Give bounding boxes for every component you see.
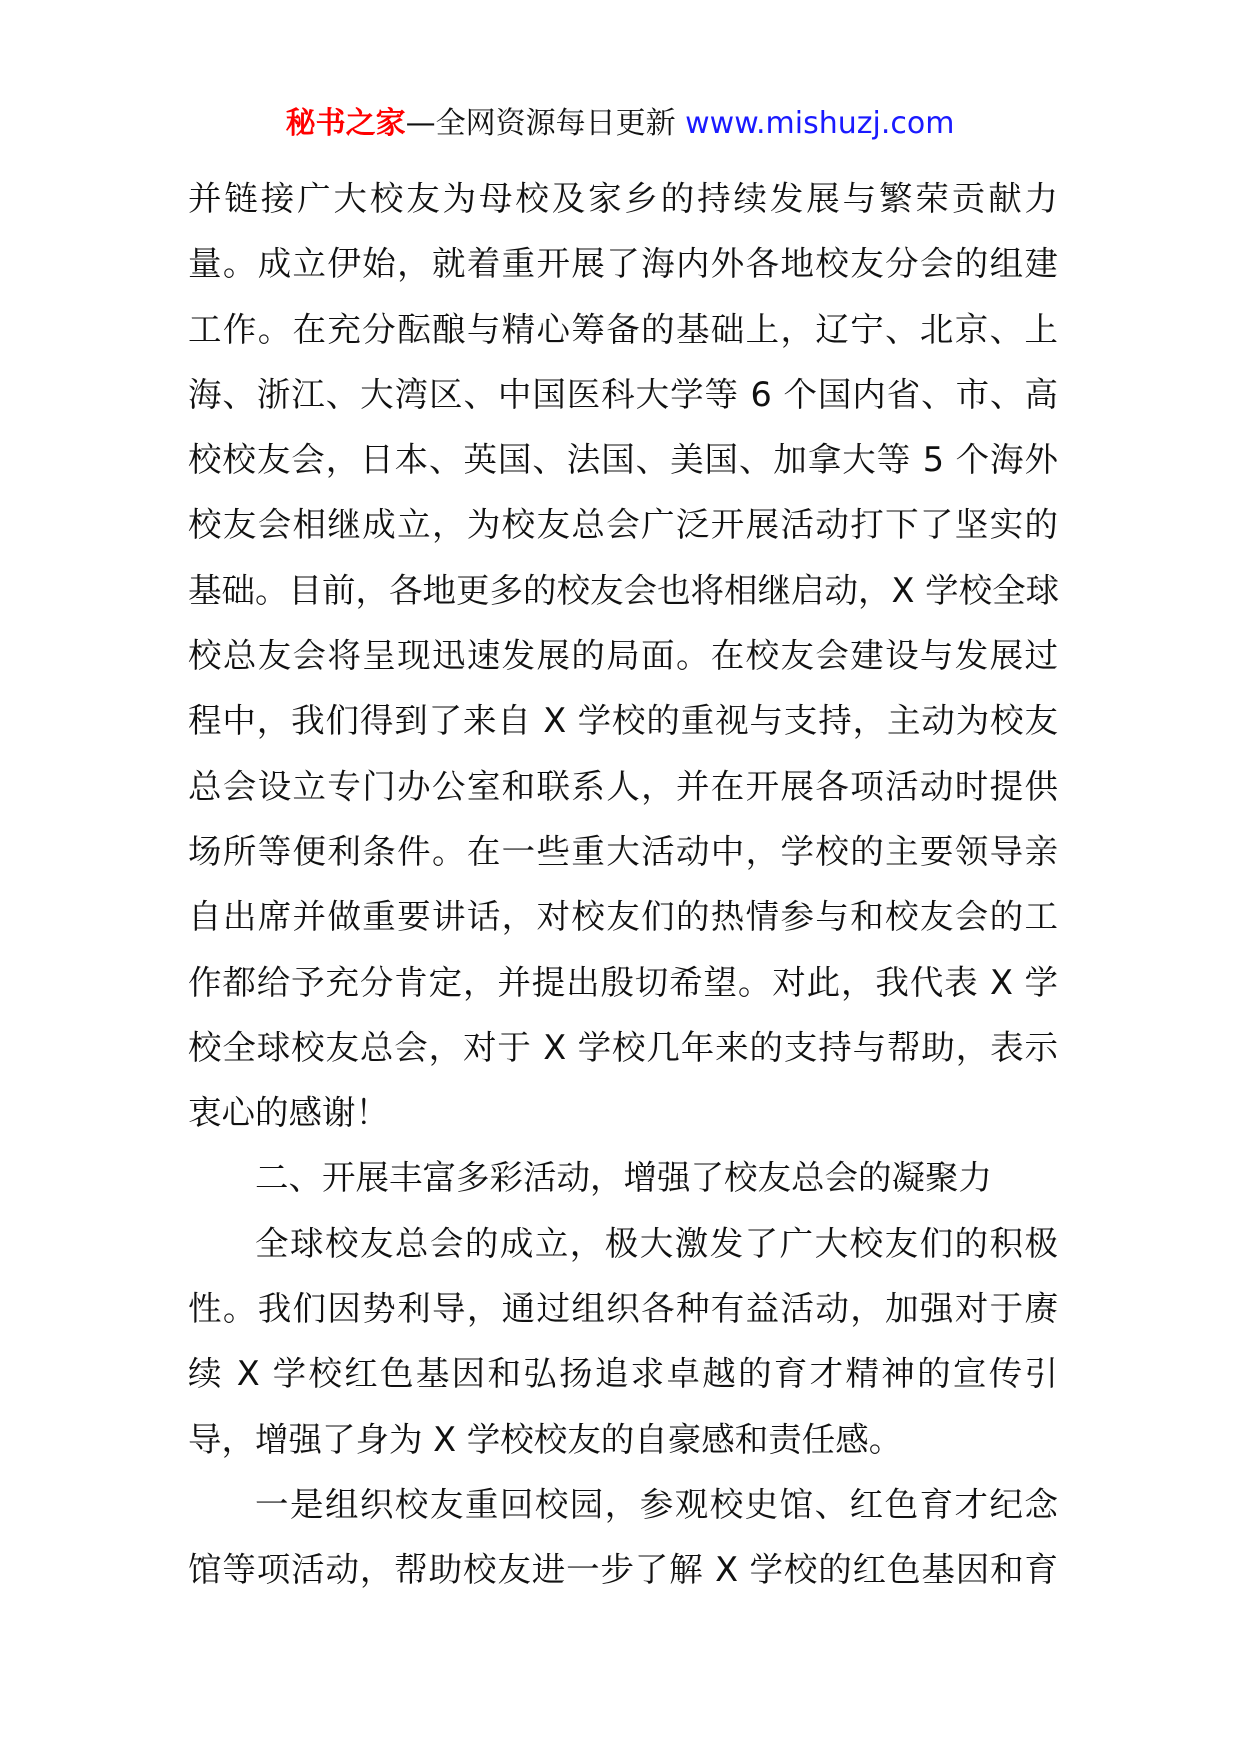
text-line: 量。成立伊始，就着重开展了海内外各地校友分会的组建 [188,244,1058,284]
text-line: 一是组织校友重回校园，参观校史馆、红色育才纪念 [255,1484,1058,1524]
text-line: 馆等项活动，帮助校友进一步了解 X 学校的红色基因和育 [188,1550,1058,1590]
text-line: 总会设立专门办公室和联系人，并在开展各项活动时提供 [188,766,1058,806]
text-line: 导，增强了身为 X 学校校友的自豪感和责任感。 [188,1419,903,1459]
text-line: 校校友会，日本、英国、法国、美国、加拿大等 5 个海外 [188,440,1058,480]
text-line: 基础。目前，各地更多的校友会也将相继启动，X 学校全球 [188,570,1060,610]
text-line: 全球校友总会的成立，极大激发了广大校友们的积极 [255,1223,1058,1263]
text-line: 衷心的感谢！ [188,1093,389,1133]
site-url-link[interactable]: www.mishuzj.com [685,106,955,141]
text-line: 校全球校友总会，对于 X 学校几年来的支持与帮助，表示 [188,1027,1058,1067]
text-line: 校总友会将呈现迅速发展的局面。在校友会建设与发展过 [188,636,1058,676]
text-line: 校友会相继成立，为校友总会广泛开展活动打下了坚实的 [188,505,1058,545]
document-body [188,166,1058,1603]
text-line: 自出席并做重要讲话，对校友们的热情参与和校友会的工 [188,897,1058,937]
text-line: 场所等便利条件。在一些重大活动中，学校的主要领导亲 [188,831,1058,871]
text-line: 性。我们因势利导，通过组织各种有益活动，加强对于赓 [188,1289,1058,1329]
text-line: 工作。在充分酝酿与精心筹备的基础上，辽宁、北京、上 [188,309,1058,349]
text-line: 海、浙江、大湾区、中国医科大学等 6 个国内省、市、高 [188,374,1058,414]
text-line: 并链接广大校友为母校及家乡的持续发展与繁荣贡献力 [188,179,1058,218]
section-heading: 二、开展丰富多彩活动，增强了校友总会的凝聚力 [255,1158,992,1198]
text-line: 续 X 学校红色基因和弘扬追求卓越的育才精神的宣传引 [188,1354,1058,1394]
site-brand: 秘书之家 [285,106,406,141]
site-tagline: —全网资源每日更新 [405,106,686,141]
text-line: 作都给予充分肯定，并提出殷切希望。对此，我代表 X 学 [188,962,1058,1002]
page-header [0,102,1240,146]
text-line: 程中，我们得到了来自 X 学校的重视与支持，主动为校友 [188,701,1058,741]
